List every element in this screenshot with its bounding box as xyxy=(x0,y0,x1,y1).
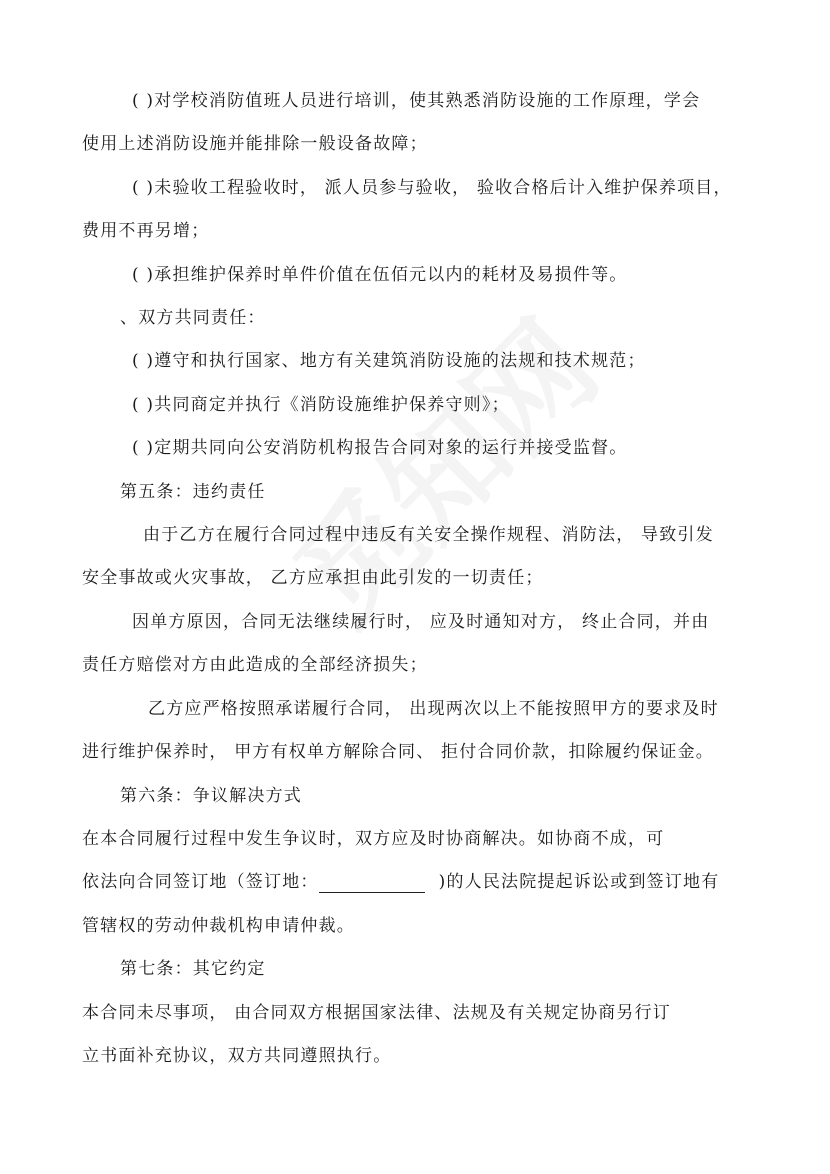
section-heading: 、双方共同责任： xyxy=(120,308,266,328)
paragraph-line: 在本合同履行过程中发生争议时，双方应及时协商解决。如协商不成，可 xyxy=(82,829,665,849)
paragraph-line xyxy=(82,871,719,893)
paragraph-line: 因单方原因，合同无法继续履行时， 应及时通知对方， 终止合同，并由 xyxy=(132,612,710,632)
paragraph-line: 由于乙方在履行合同过程中违反有关安全操作规程、消防法， 导致引发 xyxy=(143,525,714,545)
signing-place-suffix: )的人民法院提起诉讼或到签订地有 xyxy=(438,872,720,892)
paragraph-line: 本合同未尽事项， 由合同双方根据国家法律、法规及有关规定协商另行订 xyxy=(82,1003,672,1023)
clause-line: 使用上述消防设施并能排除一般设备故障； xyxy=(82,134,428,154)
paragraph-line: 立书面补充协议，双方共同遵照执行。 xyxy=(82,1046,392,1066)
article-title: 第六条：争议解决方式 xyxy=(120,786,302,806)
clause-line: 费用不再另增； xyxy=(82,221,210,241)
clause-line: ( )未验收工程验收时， 派人员参与验收， 验收合格后计入维护保养项目， xyxy=(132,178,732,198)
clause-line: ( )共同商定并执行《消防设施维护保养守则》； xyxy=(132,395,510,415)
clause-line: ( )定期共同向公安消防机构报告合同对象的运行并接受监督。 xyxy=(132,438,628,458)
watermark xyxy=(252,278,628,654)
article-title: 第五条：违约责任 xyxy=(120,482,266,502)
clause-line: ( )承担维护保养时单件价值在伍佰元以内的耗材及易损件等。 xyxy=(132,265,628,285)
paragraph-line: 进行维护保养时， 甲方有权单方解除合同、 拒付合同价款，扣除履约保证金。 xyxy=(82,742,715,762)
paragraph-line: 乙方应严格按照承诺履行合同， 出现两次以上不能按照甲方的要求及时 xyxy=(148,699,719,719)
clause-line: ( )对学校消防值班人员进行培训，使其熟悉消防设施的工作原理，学会 xyxy=(132,91,701,111)
paragraph-line: 管辖权的劳动仲裁机构申请仲裁。 xyxy=(82,916,355,936)
signing-place-label: 依法向合同签订地（签订地： xyxy=(82,872,319,892)
article-title: 第七条：其它约定 xyxy=(120,959,266,979)
clause-line: ( )遵守和执行国家、地方有关建筑消防设施的法规和技术规范； xyxy=(132,351,646,371)
paragraph-line: 安全事故或火灾事故， 乙方应承担由此引发的一切责任； xyxy=(82,568,544,588)
signing-place-blank[interactable] xyxy=(319,874,425,893)
paragraph-line: 责任方赔偿对方由此造成的全部经济损失； xyxy=(82,655,428,675)
